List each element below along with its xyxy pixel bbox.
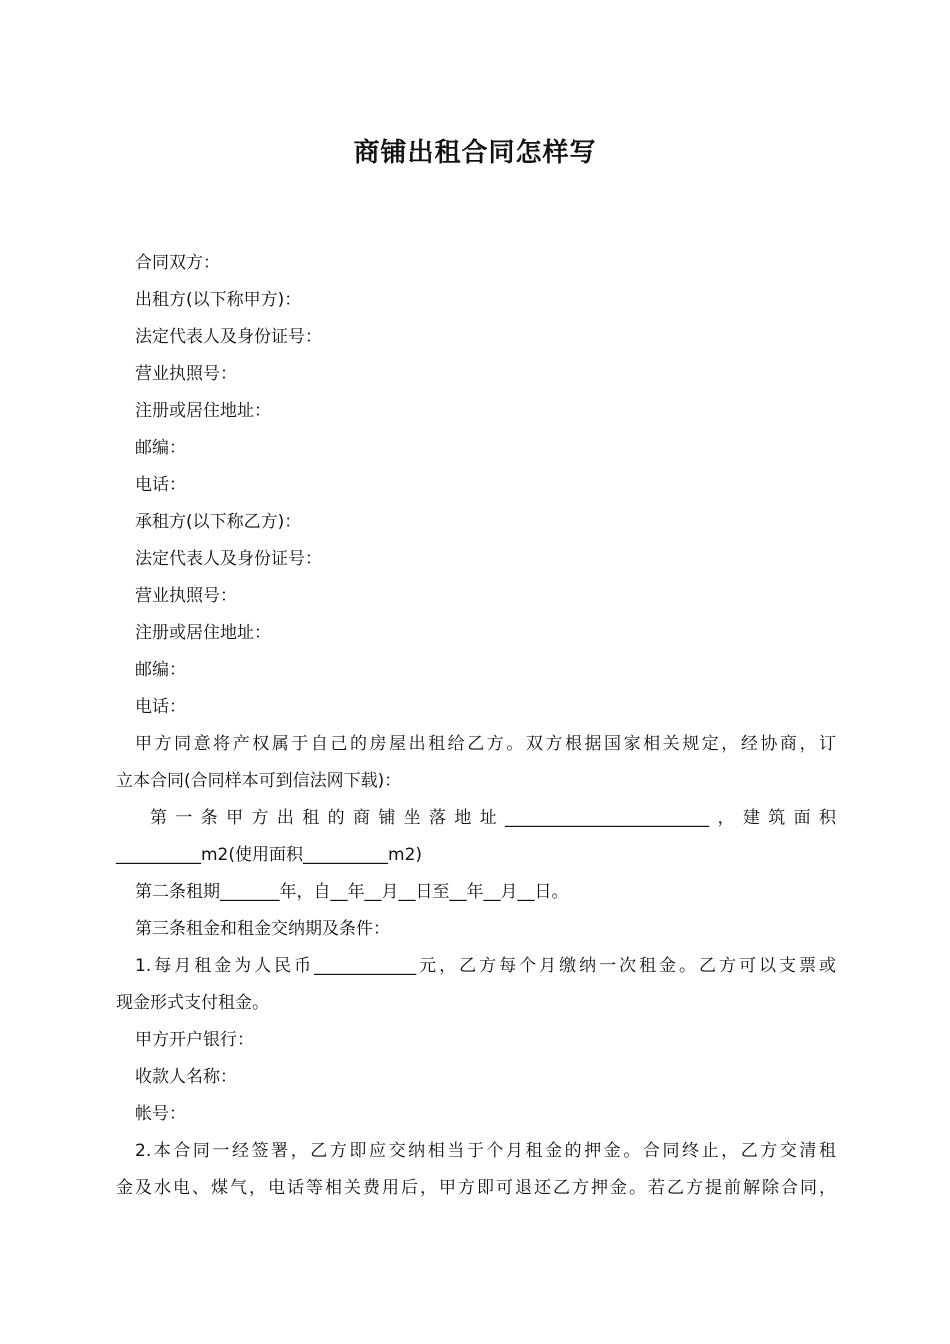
paragraph-lessee-postcode: 邮编： xyxy=(135,660,186,680)
paragraph-lessee-representative: 法定代表人及身份证号： xyxy=(135,549,322,569)
paragraph-lessee-license: 营业执照号： xyxy=(135,586,237,606)
article-1-line-1: 第一条甲方出租的商铺坐落地址________________________，建筑面积 xyxy=(150,808,836,828)
document-title: 商铺出租合同怎样写 xyxy=(353,138,597,168)
article-3-item-1-line-1: 1.每月租金为人民币____________元，乙方每个月缴纳一次租金。乙方可以支票或 xyxy=(135,956,836,976)
paragraph-lessee-address: 注册或居住地址： xyxy=(135,623,271,643)
document-body xyxy=(116,245,836,1207)
paragraph-lessee-phone: 电话： xyxy=(135,697,186,717)
paragraph-lessor-license: 营业执照号： xyxy=(135,364,237,384)
paragraph-account: 帐号： xyxy=(135,1104,186,1124)
article-3-heading: 第三条租金和租金交纳期及条件： xyxy=(135,919,390,939)
article-3-item-1-line-2: 现金形式支付租金。 xyxy=(116,993,269,1013)
article-1-line-2: __________m2(使用面积__________m2) xyxy=(116,845,423,865)
paragraph-agreement-line-2: 立本合同(合同样本可到信法网下载)： xyxy=(116,771,402,791)
paragraph-lessor-postcode: 邮编： xyxy=(135,438,186,458)
paragraph-parties: 合同双方： xyxy=(135,253,220,273)
paragraph-lessor-phone: 电话： xyxy=(135,475,186,495)
paragraph-lessor-representative: 法定代表人及身份证号： xyxy=(135,327,322,347)
article-2: 第二条租期_______年，自__年__月__日至__年__月__日。 xyxy=(135,882,569,902)
paragraph-payee: 收款人名称： xyxy=(135,1067,237,1087)
paragraph-bank: 甲方开户银行： xyxy=(135,1030,254,1050)
paragraph-lessee: 承租方(以下称乙方)： xyxy=(135,512,302,532)
article-3-item-2-line-1: 2.本合同一经签署，乙方即应交纳相当于个月租金的押金。合同终止，乙方交清租 xyxy=(135,1141,836,1161)
paragraph-agreement-line-1: 甲方同意将产权属于自己的房屋出租给乙方。双方根据国家相关规定，经协商，订 xyxy=(135,734,836,754)
article-3-item-2-line-2: 金及水电、煤气，电话等相关费用后，甲方即可退还乙方押金。若乙方提前解除合同， xyxy=(116,1178,836,1198)
paragraph-lessor: 出租方(以下称甲方)： xyxy=(135,290,302,310)
paragraph-lessor-address: 注册或居住地址： xyxy=(135,401,271,421)
